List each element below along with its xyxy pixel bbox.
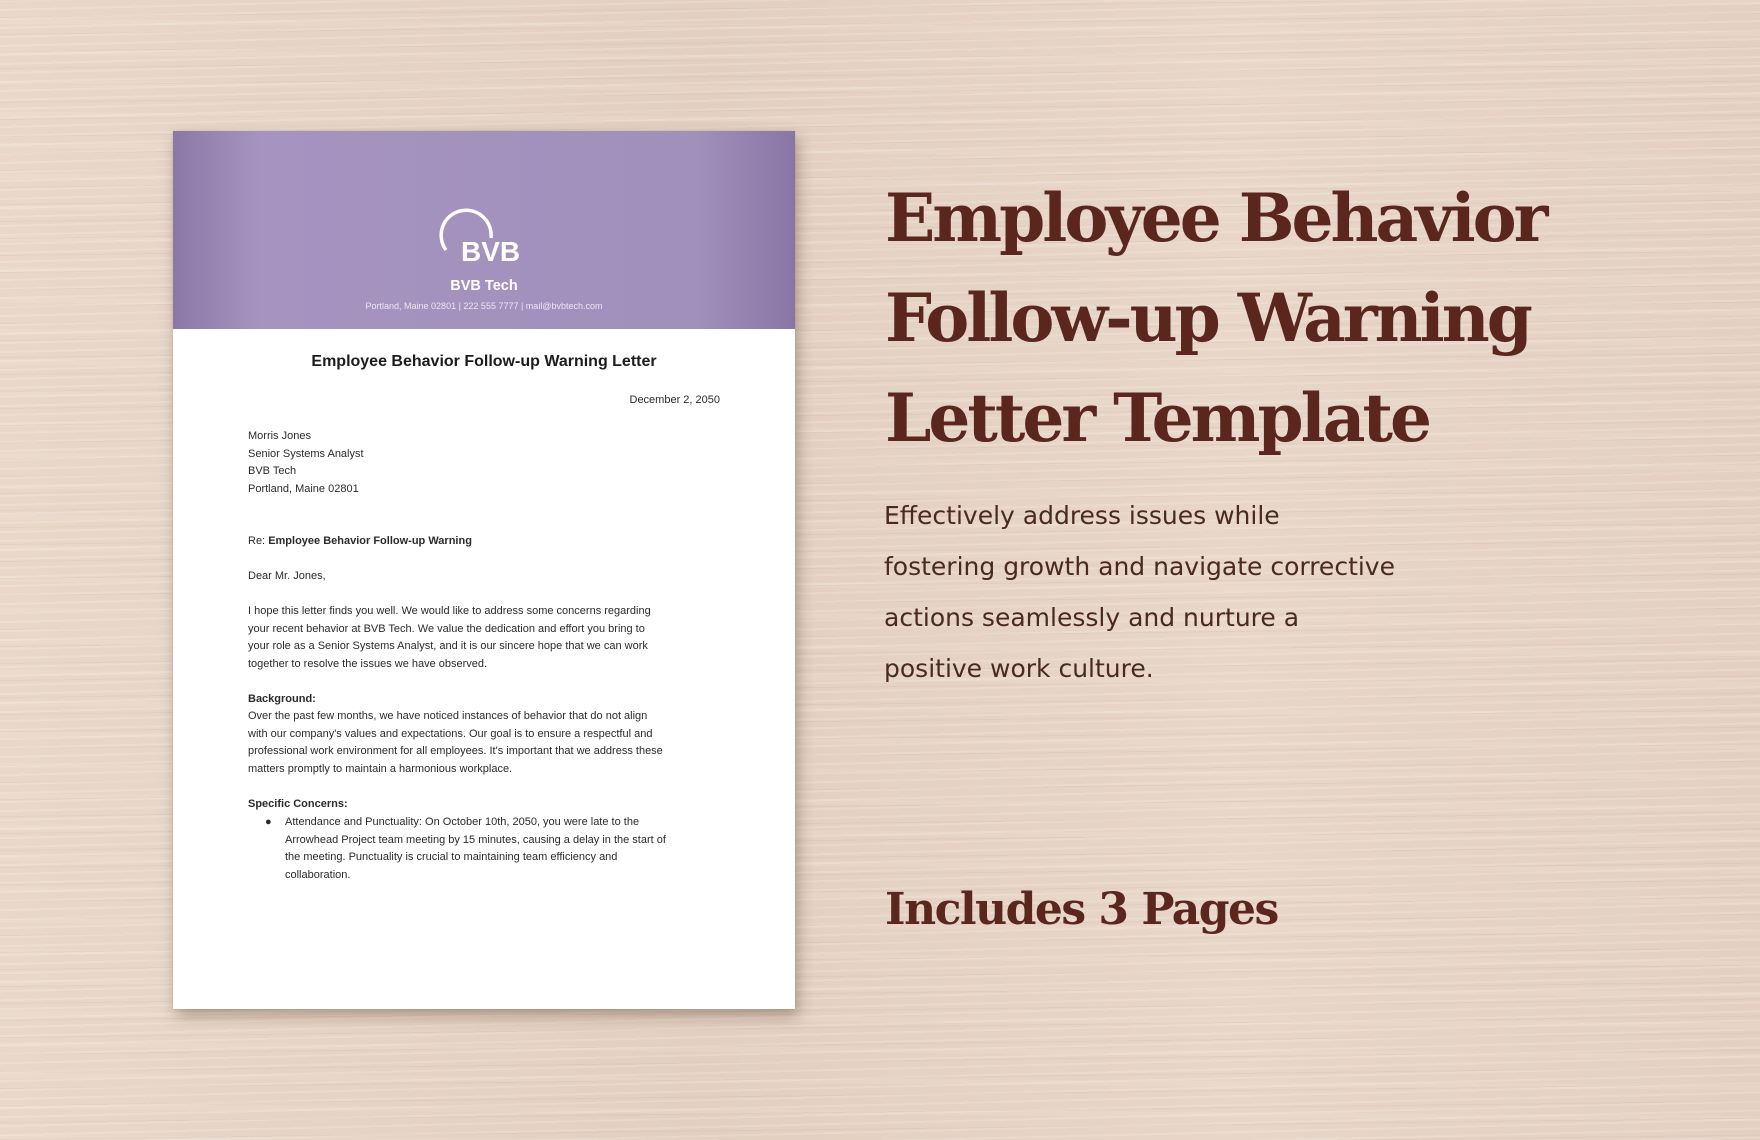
recipient-city: Portland, Maine 02801 <box>248 482 359 495</box>
company-name: BVB Tech <box>450 278 518 294</box>
recipient-name: Morris Jones <box>248 430 311 442</box>
intro-line: together to resolve the issues we have observed. <box>248 657 488 670</box>
background-line: Over the past few months, we have noticed instances of behavior that do not align <box>248 710 648 722</box>
re-label: Re: <box>248 535 266 547</box>
intro-line: your recent behavior at BVB Tech. We value the dedication and effort you bring to <box>248 622 645 635</box>
concern-list-item <box>248 814 720 884</box>
letterhead-banner <box>173 131 795 329</box>
company-contact-line: Portland, Maine 02801 | 222 555 7777 | mail@bvbtech.com <box>365 301 603 311</box>
template-title <box>885 168 1745 468</box>
description-line: actions seamlessly and nurture a <box>884 603 1300 632</box>
background-line: matters promptly to maintain a harmonious workplace. <box>248 762 513 775</box>
concern-line: Attendance and Punctuality: On October 10th, 2050, you were late to the <box>285 816 640 828</box>
background-paragraph <box>248 708 720 778</box>
background-heading: Background: <box>248 693 316 705</box>
recipient-company: BVB Tech <box>248 465 297 477</box>
letter-title: Employee Behavior Follow-up Warning Letter <box>311 353 657 370</box>
title-line: Letter Template <box>885 379 1429 457</box>
description-line: Effectively address issues while <box>884 501 1280 530</box>
recipient-title: Senior Systems Analyst <box>248 447 364 460</box>
intro-line: your role as a Senior Systems Analyst, and it is our sincere hope that we can work <box>248 640 648 652</box>
title-line: Follow-up Warning <box>885 279 1530 357</box>
template-description <box>884 490 1584 694</box>
intro-paragraph <box>248 603 720 673</box>
intro-line: I hope this letter finds you well. We would like to address some concerns regarding <box>248 605 651 617</box>
page-count-note: Includes 3 Pages <box>885 884 1278 935</box>
logo-text: BVB <box>461 236 521 266</box>
letter-document-preview <box>173 131 795 1009</box>
background-line: professional work environment for all employees. It's important that we address these <box>248 745 663 757</box>
recipient-address <box>248 428 720 498</box>
concerns-heading: Specific Concerns: <box>248 798 348 810</box>
bullet-icon: ● <box>265 816 272 828</box>
description-line: fostering growth and navigate corrective <box>884 552 1395 581</box>
re-subject: Employee Behavior Follow-up Warning <box>268 535 472 547</box>
concern-line: Arrowhead Project team meeting by 15 minutes, causing a delay in the start of <box>285 833 666 846</box>
title-line: Employee Behavior <box>885 179 1546 257</box>
bvb-logo <box>435 206 535 266</box>
letter-date: December 2, 2050 <box>629 394 720 406</box>
salutation: Dear Mr. Jones, <box>248 570 326 582</box>
background-line: with our company's values and expectations. Our goal is to ensure a respectful and <box>248 727 653 740</box>
concern-line: the meeting. Punctuality is crucial to maintaining team efficiency and <box>285 851 618 863</box>
description-line: positive work culture. <box>884 654 1154 683</box>
concern-line: collaboration. <box>285 868 351 881</box>
re-line <box>248 533 720 551</box>
